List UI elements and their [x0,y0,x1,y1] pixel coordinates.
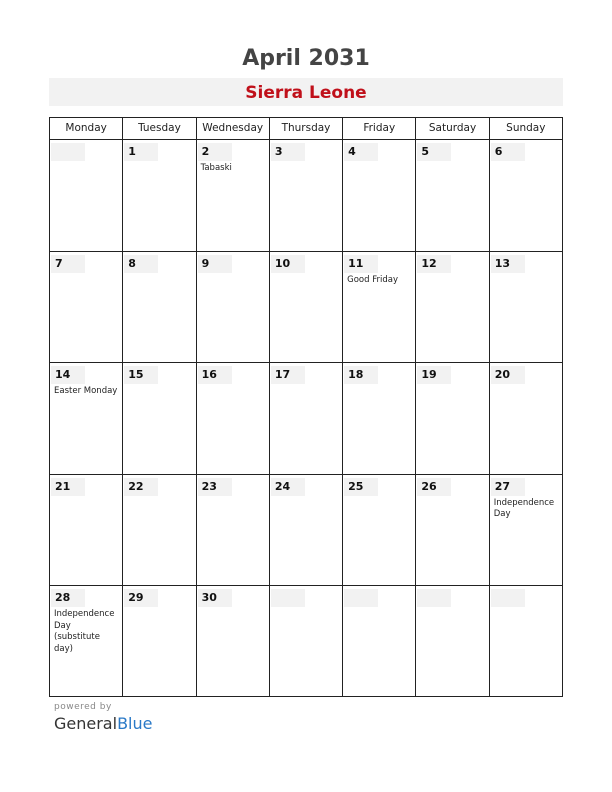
day-number: 2 [198,143,232,161]
day-cell [50,252,122,363]
day-cell [196,140,269,251]
day-cell [342,140,415,251]
day-number: 25 [344,478,378,496]
day-cell [342,363,415,474]
day-number: 21 [51,478,85,496]
holiday-label: Independence Day (substitute day) [54,609,115,654]
day-cell [50,586,122,697]
weekday-label: Tuesday [122,118,195,139]
week-row [50,474,562,586]
day-cell [122,586,195,697]
day-cell [50,140,122,251]
day-number: 23 [198,478,232,496]
day-number [271,589,305,607]
day-number: 27 [491,478,525,496]
day-number: 16 [198,366,232,384]
week-row [50,362,562,474]
weekday-label: Wednesday [196,118,269,139]
day-cell [122,475,195,586]
weekday-label: Sunday [489,118,562,139]
day-cell [269,363,342,474]
day-number: 22 [124,478,158,496]
country-banner [49,78,563,106]
day-number: 15 [124,366,158,384]
day-cell [342,586,415,697]
week-row [50,585,562,697]
day-number: 17 [271,366,305,384]
powered-by-text: powered by [54,702,112,712]
day-number: 24 [271,478,305,496]
day-number: 28 [51,589,85,607]
brand-blue: Blue [117,714,153,733]
day-cell [489,140,562,251]
weekday-header [50,118,562,140]
day-number: 19 [417,366,451,384]
day-cell [196,252,269,363]
day-cell [269,252,342,363]
day-cell [489,475,562,586]
day-number: 29 [124,589,158,607]
day-cell [50,475,122,586]
day-number: 12 [417,255,451,273]
holiday-label: Good Friday [347,274,398,285]
day-cell [415,363,488,474]
page-title: April 2031 [242,46,370,71]
country-name: Sierra Leone [245,83,367,103]
week-row [50,251,562,363]
day-number: 1 [124,143,158,161]
day-number [51,143,85,161]
day-cell [489,363,562,474]
day-cell [415,140,488,251]
day-cell [342,252,415,363]
brand-general: General [54,714,118,733]
day-cell [415,475,488,586]
day-cell [196,475,269,586]
weekday-label: Friday [342,118,415,139]
day-cell [122,252,195,363]
day-number: 26 [417,478,451,496]
day-number: 5 [417,143,451,161]
day-cell [269,475,342,586]
day-number: 9 [198,255,232,273]
day-number: 8 [124,255,158,273]
holiday-label: Tabaski [200,163,232,173]
day-number: 11 [344,255,378,273]
day-cell [269,140,342,251]
day-number: 3 [271,143,305,161]
holiday-label: Easter Monday [54,386,118,397]
weekday-label: Thursday [269,118,342,139]
day-number [491,589,525,607]
day-number: 14 [51,366,85,384]
week-row [50,140,562,251]
holiday-label: Independence Day [493,497,555,520]
day-cell [415,586,488,697]
day-number: 18 [344,366,378,384]
calendar-weeks [50,140,562,697]
day-number: 20 [491,366,525,384]
day-number: 30 [198,589,232,607]
day-number [417,589,451,607]
day-cell [122,363,195,474]
day-number [344,589,378,607]
footer-branding [54,702,152,733]
day-number: 7 [51,255,85,273]
day-cell [489,252,562,363]
day-number: 10 [271,255,305,273]
day-cell [50,363,122,474]
calendar-grid [49,117,563,697]
day-cell [269,586,342,697]
day-cell [122,140,195,251]
day-cell [415,252,488,363]
day-number: 4 [344,143,378,161]
weekday-label: Monday [65,122,107,134]
brand-logo[interactable] [54,714,152,733]
day-number: 13 [491,255,525,273]
day-cell [489,586,562,697]
day-cell [196,586,269,697]
day-cell [342,475,415,586]
day-number: 6 [491,143,525,161]
weekday-label: Saturday [415,118,488,139]
day-cell [196,363,269,474]
